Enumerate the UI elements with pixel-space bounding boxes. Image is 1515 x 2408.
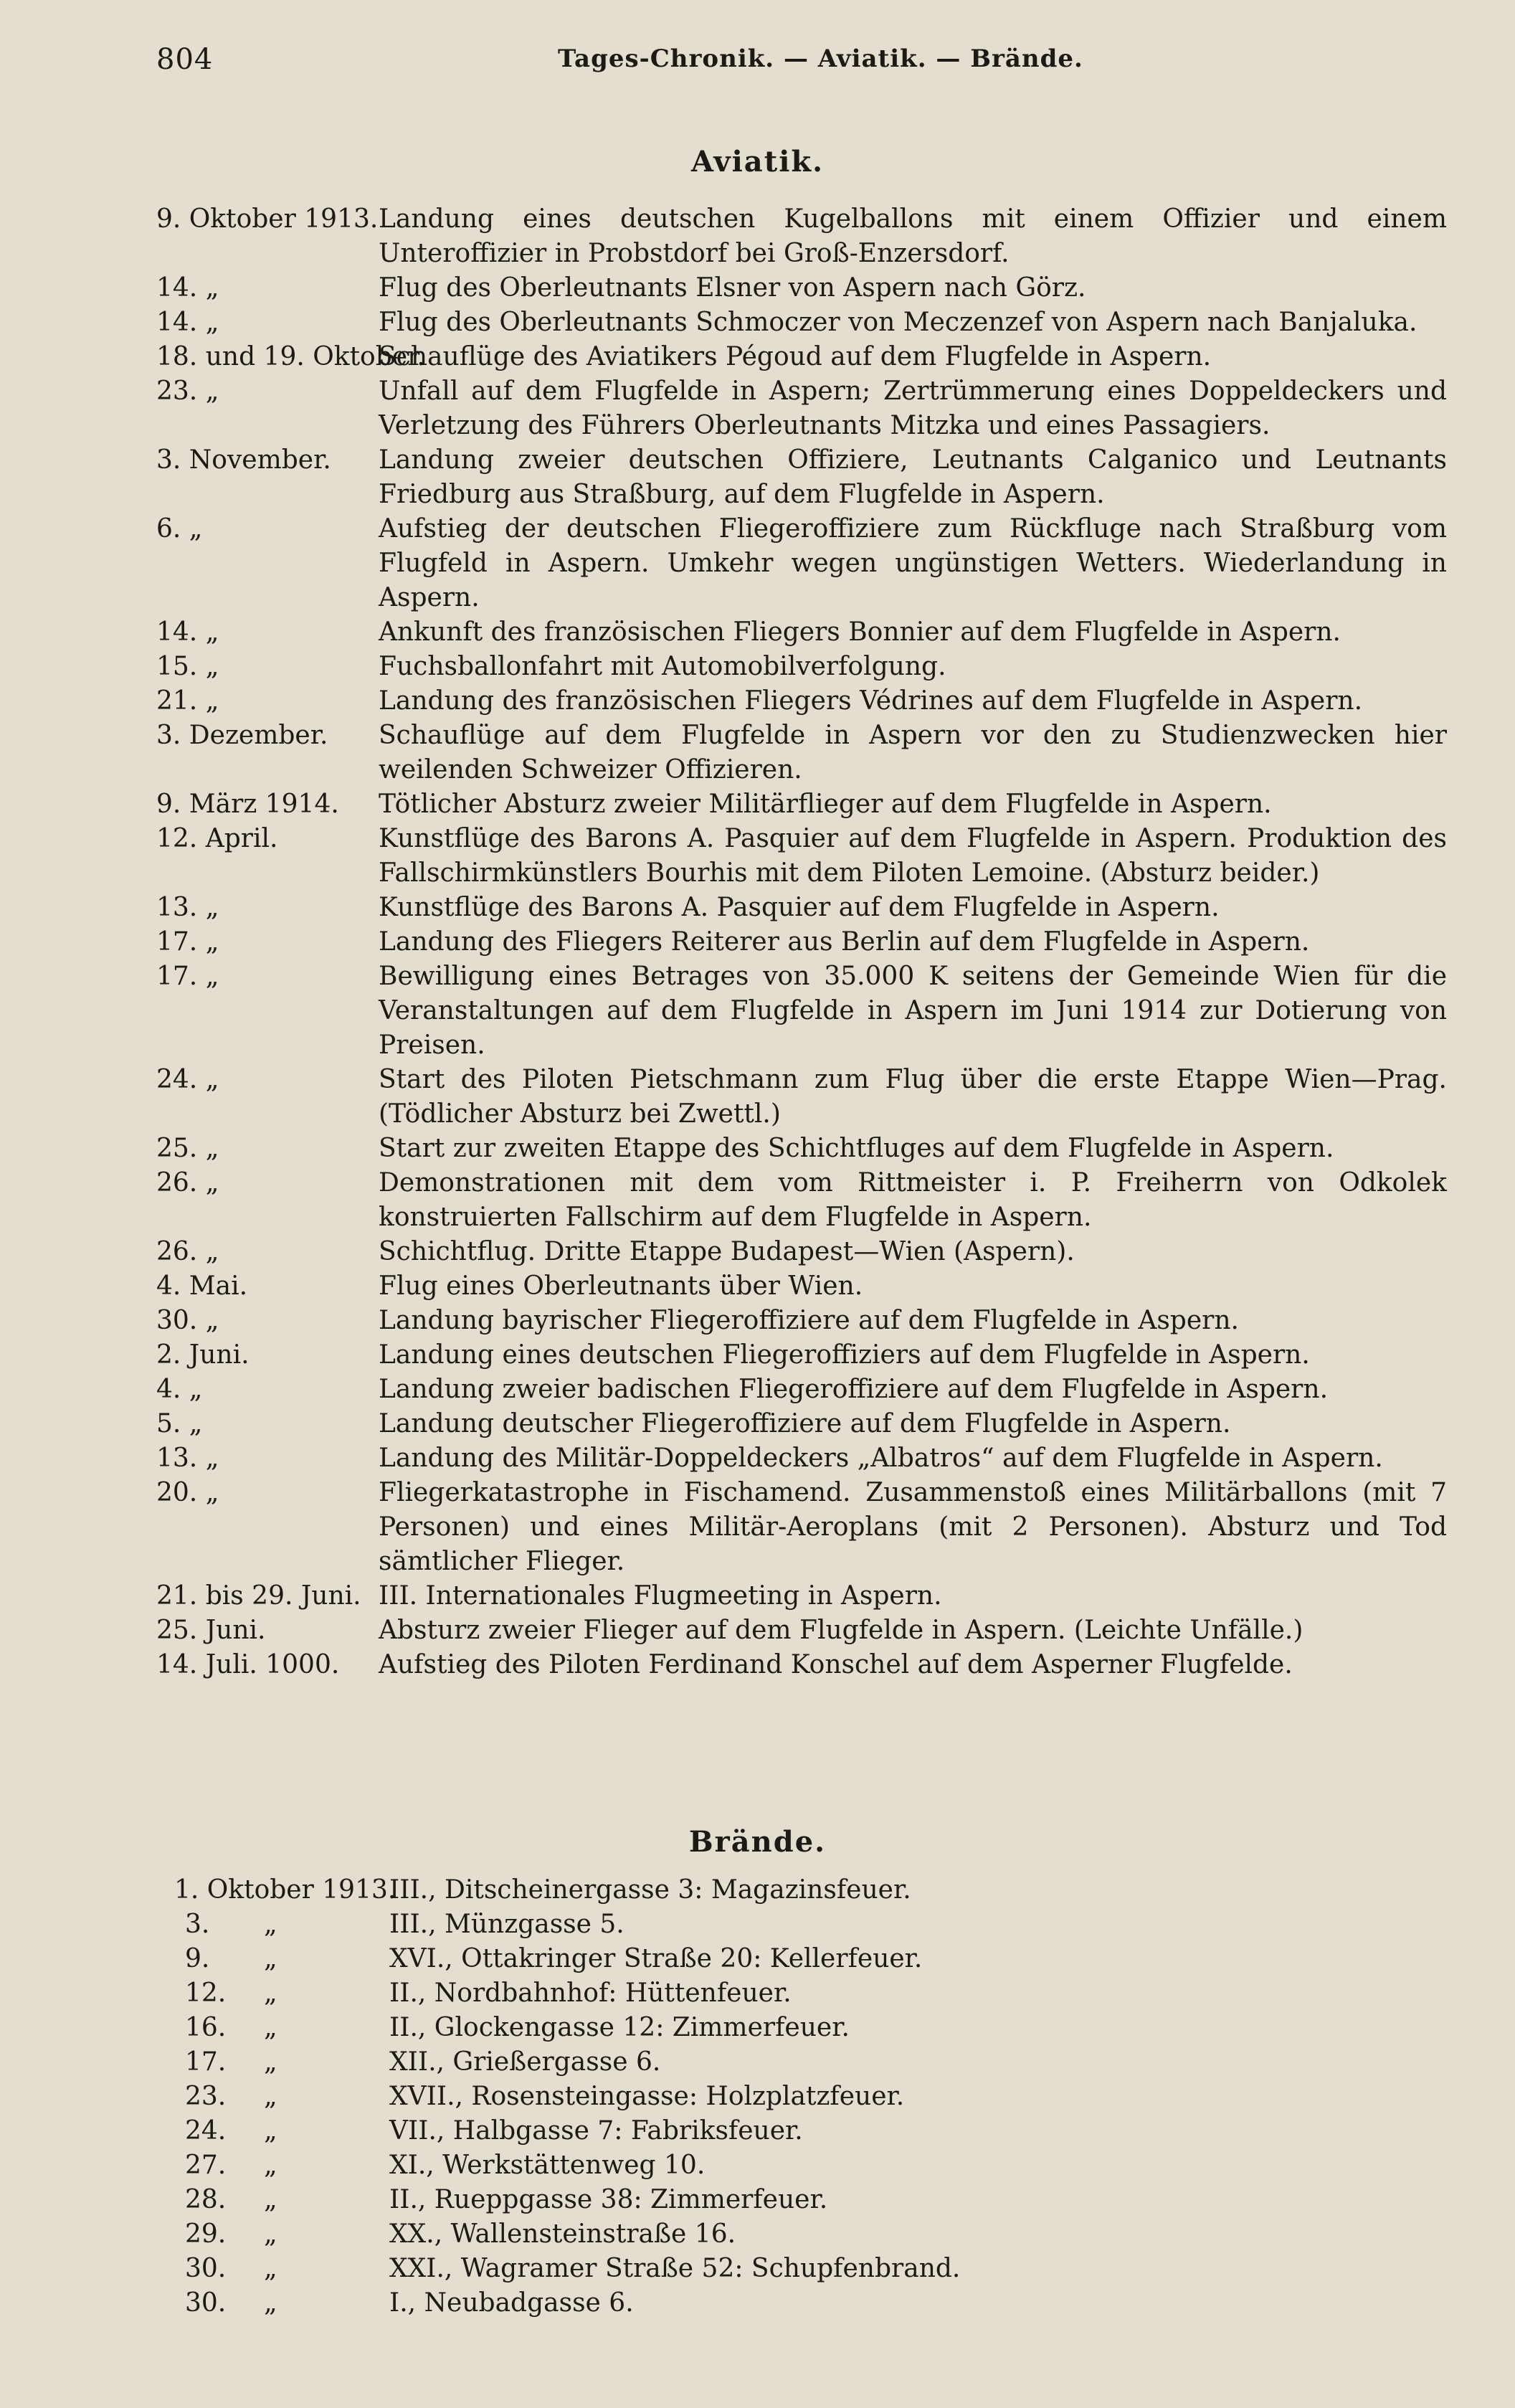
entry-date: 24. „ — [156, 1065, 219, 1094]
list-item — [156, 1441, 1447, 1476]
list-item — [156, 2080, 1447, 2114]
list-item — [156, 1063, 1447, 1132]
list-item — [156, 650, 1447, 684]
entry-text: Tötlicher Absturz zweier Militärflieger auf dem Flugfelde in Aspern. — [379, 790, 1272, 819]
entry-text: II., Glockengasse 12: Zimmerfeuer. — [389, 2013, 850, 2042]
entry-text: Schauflüge des Aviatikers Pégoud auf dem Flugfelde in Aspern. — [379, 342, 1212, 371]
list-item — [156, 2286, 1447, 2321]
entry-date: 6. „ — [156, 514, 203, 544]
list-item — [156, 1132, 1447, 1166]
entry-day: 30. — [185, 2288, 227, 2318]
entry-date: 21. bis 29. Juni. — [156, 1581, 361, 1611]
list-item — [156, 959, 1447, 1063]
entry-date: 9. Oktober 1913. — [156, 204, 379, 234]
entry-date: 25. „ — [156, 1134, 219, 1163]
ditto-mark: „ — [264, 2116, 277, 2146]
entry-date: 4. „ — [156, 1375, 203, 1404]
entry-text: Landung bayrischer Fliegeroffiziere auf dem Flugfelde in Aspern. — [379, 1306, 1239, 1335]
list-item — [156, 1373, 1447, 1407]
list-item — [156, 891, 1447, 925]
list-item — [156, 925, 1447, 959]
entry-day: 12. — [185, 1978, 227, 2008]
braende-entries — [156, 1873, 1447, 2321]
entry-text: III., Münzgasse 5. — [389, 1910, 624, 1939]
entry-text: Aufstieg der deutschen Fliegeroffiziere zum Rückfluge nach Straßburg vom Flugfeld in Aspern. Umkehr wegen ungünstigen Wetters. Wiederlandung in Aspern. — [379, 514, 1447, 612]
section-title-aviatik: Aviatik. — [690, 145, 825, 179]
list-item — [156, 684, 1447, 719]
running-head: Tages-Chronik. — Aviatik. — Brände. — [558, 44, 1083, 73]
list-item — [156, 719, 1447, 787]
section-title-braende: Brände. — [688, 1825, 827, 1859]
entry-date: 14. „ — [156, 308, 219, 337]
list-item — [156, 1942, 1447, 1976]
entry-text: Demonstrationen mit dem vom Rittmeister i. P. Freiherrn von Odkolek konstruierten Fallschirm auf dem Flugfelde in Aspern. — [379, 1168, 1447, 1232]
entry-date: 26. „ — [156, 1237, 219, 1266]
entry-text: XVI., Ottakringer Straße 20: Kellerfeuer. — [389, 1944, 923, 1973]
entry-day: 16. — [185, 2013, 227, 2042]
entry-day: 29. — [185, 2219, 227, 2249]
list-item — [156, 305, 1447, 340]
list-item — [156, 822, 1447, 891]
entry-date: 14. Juli. 1000. — [156, 1650, 340, 1679]
page-header — [156, 43, 1443, 86]
list-item — [156, 1907, 1447, 1942]
list-item — [156, 1407, 1447, 1441]
entry-date: 26. „ — [156, 1168, 219, 1198]
entry-text: Flug des Oberleutnants Elsner von Aspern nach Görz. — [379, 273, 1086, 303]
entry-text: XI., Werkstättenweg 10. — [389, 2151, 706, 2180]
entry-day: 23. — [185, 2082, 227, 2111]
ditto-mark: „ — [264, 2151, 277, 2180]
list-item — [156, 512, 1447, 615]
entry-day: 3. — [185, 1910, 210, 1939]
entry-text: I., Neubadgasse 6. — [389, 2288, 634, 2318]
entry-date: 20. „ — [156, 1478, 219, 1507]
entry-text: Aufstieg des Piloten Ferdinand Konschel auf dem Asperner Flugfelde. — [379, 1650, 1293, 1679]
entry-text: Fuchsballonfahrt mit Automobilverfolgung. — [379, 652, 946, 681]
entry-text: Absturz zweier Flieger auf dem Flugfelde in Aspern. (Leichte Unfälle.) — [379, 1616, 1303, 1645]
list-item — [156, 1976, 1447, 2011]
entry-day: 30. — [185, 2254, 227, 2283]
list-item — [156, 2252, 1447, 2286]
entry-text: XXI., Wagramer Straße 52: Schupfenbrand. — [389, 2254, 961, 2283]
entry-day: 24. — [185, 2116, 227, 2146]
list-item — [156, 1476, 1447, 1579]
entry-date: 4. Mai. — [156, 1271, 248, 1301]
aviatik-entries — [156, 202, 1447, 1682]
entry-date: 13. „ — [156, 1444, 219, 1473]
list-item — [156, 1235, 1447, 1269]
ditto-mark: „ — [264, 2254, 277, 2283]
entry-text: XVII., Rosensteingasse: Holzplatzfeuer. — [389, 2082, 905, 2111]
entry-date: 5. „ — [156, 1409, 203, 1438]
entry-text: II., Rueppgasse 38: Zimmerfeuer. — [389, 2185, 828, 2214]
list-item — [156, 1613, 1447, 1648]
entry-text: Landung eines deutschen Fliegeroffiziers auf dem Flugfelde in Aspern. — [379, 1340, 1310, 1370]
list-item — [156, 1304, 1447, 1338]
entry-date: 25. Juni. — [156, 1616, 266, 1645]
entry-date: 18. und 19. Oktober. — [156, 342, 425, 371]
list-item — [156, 1648, 1447, 1682]
entry-date: 14. „ — [156, 617, 219, 647]
entry-text: Kunstflüge des Barons A. Pasquier auf dem Flugfelde in Aspern. — [379, 893, 1220, 922]
list-item — [156, 2045, 1447, 2080]
list-item — [156, 1873, 1447, 1907]
entry-text: III., Ditscheinergasse 3: Magazinsfeuer. — [389, 1875, 911, 1905]
entry-date: 15. „ — [156, 652, 219, 681]
entry-date: 3. Dezember. — [156, 721, 328, 750]
entry-day: 9. — [185, 1944, 210, 1973]
ditto-mark: „ — [264, 1978, 277, 2008]
entry-text: Flug eines Oberleutnants über Wien. — [379, 1271, 863, 1301]
entry-date: 12. April. — [156, 824, 278, 853]
ditto-mark: „ — [264, 2219, 277, 2249]
entry-text: Landung zweier badischen Fliegeroffiziere auf dem Flugfelde in Aspern. — [379, 1375, 1329, 1404]
list-item — [156, 1269, 1447, 1304]
entry-text: Schauflüge auf dem Flugfelde in Aspern vor den zu Studienzwecken hier weilenden Schweizer Offizieren. — [379, 721, 1447, 785]
entry-date: 3. November. — [156, 445, 331, 475]
entry-text: Unfall auf dem Flugfelde in Aspern; Zertrümmerung eines Doppeldeckers und Verletzung des Führers Oberleutnants Mitzka und eines Passagiers. — [379, 376, 1447, 440]
entry-date: 9. März 1914. — [156, 790, 339, 819]
list-item — [156, 1166, 1447, 1235]
list-item — [156, 615, 1447, 650]
list-item — [156, 271, 1447, 305]
list-item — [156, 787, 1447, 822]
entry-text: II., Nordbahnhof: Hüttenfeuer. — [389, 1978, 792, 2008]
entry-date: 13. „ — [156, 893, 219, 922]
entry-text: Flug des Oberleutnants Schmoczer von Meczenzef von Aspern nach Banjaluka. — [379, 308, 1417, 337]
entry-text: Landung deutscher Fliegeroffiziere auf dem Flugfelde in Aspern. — [379, 1409, 1231, 1438]
list-item — [156, 2183, 1447, 2217]
list-item — [156, 202, 1447, 271]
list-item — [156, 2148, 1447, 2183]
list-item — [156, 2114, 1447, 2148]
list-item — [156, 2217, 1447, 2252]
ditto-mark: „ — [264, 2082, 277, 2111]
list-item — [156, 340, 1447, 374]
entry-day: 28. — [185, 2185, 227, 2214]
entry-text: Landung eines deutschen Kugelballons mit einem Offizier und einem Unteroffizier in Probstdorf bei Groß-Enzersdorf. — [379, 204, 1447, 268]
entry-text: Start des Piloten Pietschmann zum Flug über die erste Etappe Wien—Prag. (Tödlicher Absturz bei Zwettl.) — [379, 1065, 1447, 1129]
entry-day: 27. — [185, 2151, 227, 2180]
entry-text: Fliegerkatastrophe in Fischamend. Zusammenstoß eines Militärballons (mit 7 Personen) und eines Militär-Aeroplans (mit 2 Personen). Absturz und Tod sämtlicher Flieger. — [379, 1478, 1447, 1576]
entry-date: 21. „ — [156, 686, 219, 716]
entry-date: 14. „ — [156, 273, 219, 303]
entry-date: 2. Juni. — [156, 1340, 250, 1370]
ditto-mark: „ — [264, 2185, 277, 2214]
entry-text: Schichtflug. Dritte Etappe Budapest—Wien (Aspern). — [379, 1237, 1075, 1266]
entry-text: Bewilligung eines Betrages von 35.000 K seitens der Gemeinde Wien für die Veranstaltungen auf dem Flugfelde in Aspern im Juni 1914 zur Dotierung von Preisen. — [379, 962, 1447, 1060]
entry-text: Landung des französischen Fliegers Védrines auf dem Flugfelde in Aspern. — [379, 686, 1363, 716]
entry-day: 17. — [185, 2047, 227, 2077]
entry-text: XII., Grießergasse 6. — [389, 2047, 661, 2077]
entry-date: 1. Oktober 1913. — [174, 1875, 396, 1905]
page-number: 804 — [156, 43, 214, 76]
entry-date: 17. „ — [156, 962, 219, 991]
list-item — [156, 443, 1447, 512]
ditto-mark: „ — [264, 1910, 277, 1939]
entry-text: Landung des Fliegers Reiterer aus Berlin auf dem Flugfelde in Aspern. — [379, 927, 1310, 957]
list-item — [156, 374, 1447, 443]
entry-date: 17. „ — [156, 927, 219, 957]
entry-text: VII., Halbgasse 7: Fabriksfeuer. — [389, 2116, 803, 2146]
entry-text: Kunstflüge des Barons A. Pasquier auf dem Flugfelde in Aspern. Produktion des Fallschirmkünstlers Bourhis mit dem Piloten Lemoine. (Absturz beider.) — [379, 824, 1447, 888]
ditto-mark: „ — [264, 2013, 277, 2042]
entry-text: Ankunft des französischen Fliegers Bonnier auf dem Flugfelde in Aspern. — [379, 617, 1341, 647]
ditto-mark: „ — [264, 1944, 277, 1973]
entry-text: Start zur zweiten Etappe des Schichtfluges auf dem Flugfelde in Aspern. — [379, 1134, 1334, 1163]
entry-text: XX., Wallensteinstraße 16. — [389, 2219, 736, 2249]
entry-text: Landung zweier deutschen Offiziere, Leutnants Calganico und Leutnants Friedburg aus Straßburg, auf dem Flugfelde in Aspern. — [379, 445, 1447, 509]
entry-text: III. Internationales Flugmeeting in Aspern. — [379, 1581, 942, 1611]
list-item — [156, 1338, 1447, 1373]
list-item — [156, 2011, 1447, 2045]
list-item — [156, 1579, 1447, 1613]
entry-date: 30. „ — [156, 1306, 219, 1335]
ditto-mark: „ — [264, 2047, 277, 2077]
ditto-mark: „ — [264, 2288, 277, 2318]
entry-text: Landung des Militär-Doppeldeckers „Albatros“ auf dem Flugfelde in Aspern. — [379, 1444, 1383, 1473]
entry-date: 23. „ — [156, 376, 219, 406]
